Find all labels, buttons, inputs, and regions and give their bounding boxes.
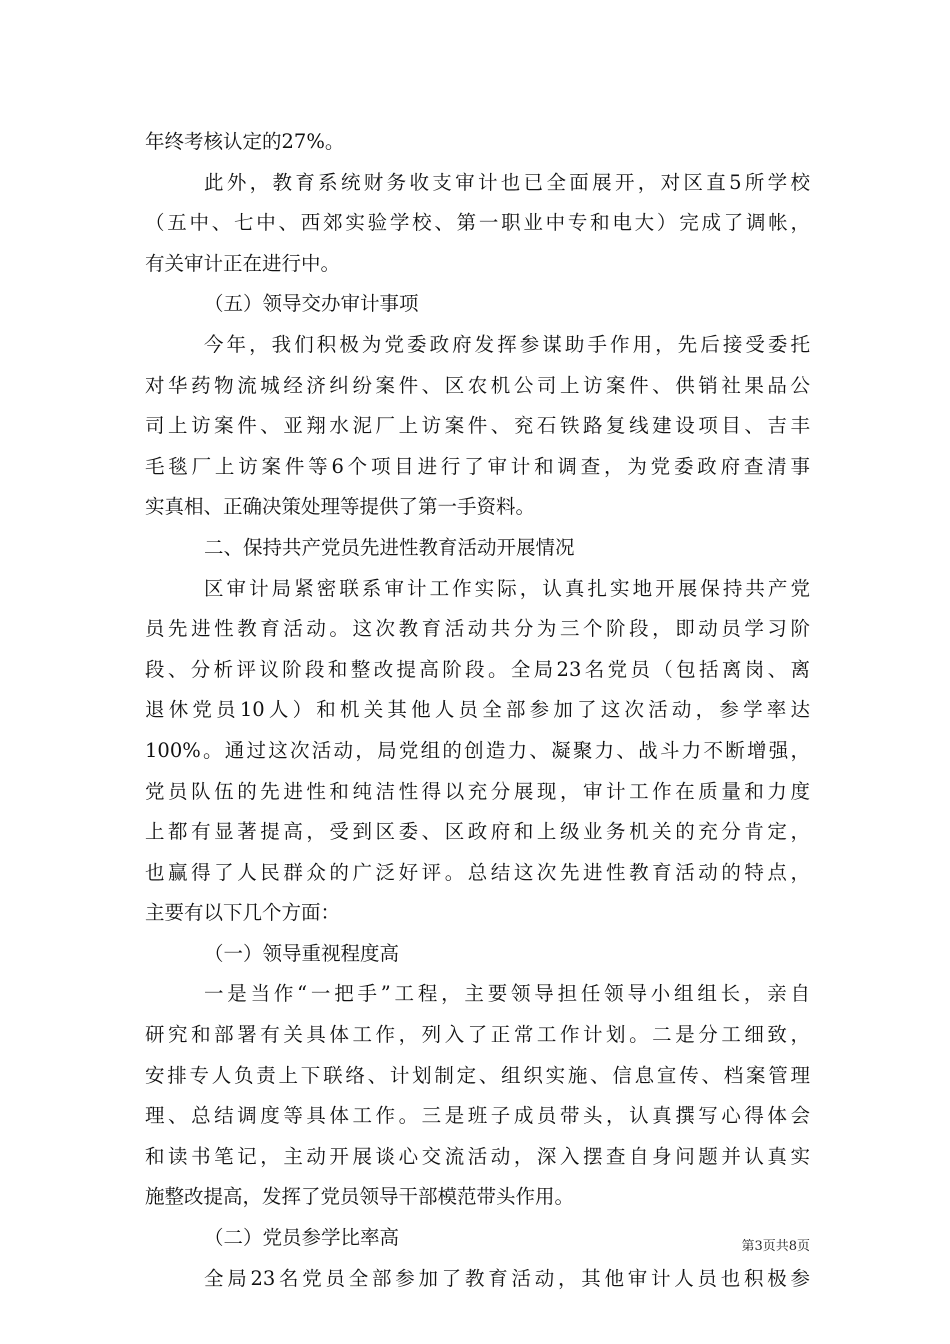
- text-line: 全局23名党员全部参加了教育活动，其他审计人员也积极参: [204, 1266, 810, 1290]
- text-line: 理、总结调度等具体工作。三是班子成员带头，认真撰写心得体会: [145, 1104, 810, 1128]
- section-heading: （五）领导交办审计事项: [204, 292, 419, 316]
- text-line: 段、分析评议阶段和整改提高阶段。全局23名党员（包括离岗、离: [145, 657, 810, 681]
- text-line: 年终考核认定的27%。: [145, 130, 345, 153]
- document-body: [145, 122, 810, 1299]
- text-line: 员先进性教育活动。这次教育活动共分为三个阶段，即动员学习阶: [145, 617, 810, 641]
- text-line: 区审计局紧密联系审计工作实际，认真扎实地开展保持共产党: [204, 576, 810, 600]
- section-heading: 二、保持共产党员先进性教育活动开展情况: [204, 535, 575, 559]
- text-line: 司上访案件、亚翔水泥厂上访案件、兖石铁路复线建设项目、吉丰: [145, 414, 810, 438]
- text-line: 施整改提高，发挥了党员领导干部模范带头作用。: [145, 1185, 575, 1209]
- text-line: （五中、七中、西郊实验学校、第一职业中专和电大）完成了调帐，: [145, 211, 810, 235]
- text-line: 主要有以下几个方面：: [145, 901, 341, 925]
- text-line: 毛毯厂上访案件等6个项目进行了审计和调查，为党委政府查清事: [145, 454, 810, 478]
- text-line: 100%。通过这次活动，局党组的创造力、凝聚力、战斗力不断增强，: [145, 738, 810, 762]
- text-line: 有关审计正在进行中。: [145, 251, 341, 275]
- text-line: 退休党员10人）和机关其他人员全部参加了这次活动，参学率达: [145, 698, 810, 722]
- text-line: 上都有显著提高，受到区委、区政府和上级业务机关的充分肯定，: [145, 820, 810, 844]
- section-heading: （一）领导重视程度高: [204, 941, 400, 965]
- text-line: 今年，我们积极为党委政府发挥参谋助手作用，先后接受委托: [204, 332, 810, 356]
- text-line: 对华药物流城经济纠纷案件、区农机公司上访案件、供销社果品公: [145, 373, 810, 397]
- page-number: 第3页共8页: [741, 1239, 810, 1254]
- text-line: 党员队伍的先进性和纯洁性得以充分展现，审计工作在质量和力度: [145, 779, 810, 803]
- text-line: 一是当作“一把手”工程，主要领导担任领导小组组长，亲自: [204, 982, 810, 1006]
- section-heading: （二）党员参学比率高: [204, 1226, 400, 1250]
- text-line: 安排专人负责上下联络、计划制定、组织实施、信息宣传、档案管理: [145, 1063, 810, 1087]
- text-line: 此外，教育系统财务收支审计也已全面展开，对区直5所学校: [204, 170, 810, 194]
- text-line: 和读书笔记，主动开展谈心交流活动，深入摆查自身问题并认真实: [145, 1144, 810, 1168]
- text-line: 研究和部署有关具体工作，列入了正常工作计划。二是分工细致，: [145, 1023, 810, 1047]
- text-line: 也赢得了人民群众的广泛好评。总结这次先进性教育活动的特点，: [145, 860, 810, 884]
- text-line: 实真相、正确决策处理等提供了第一手资料。: [145, 495, 536, 519]
